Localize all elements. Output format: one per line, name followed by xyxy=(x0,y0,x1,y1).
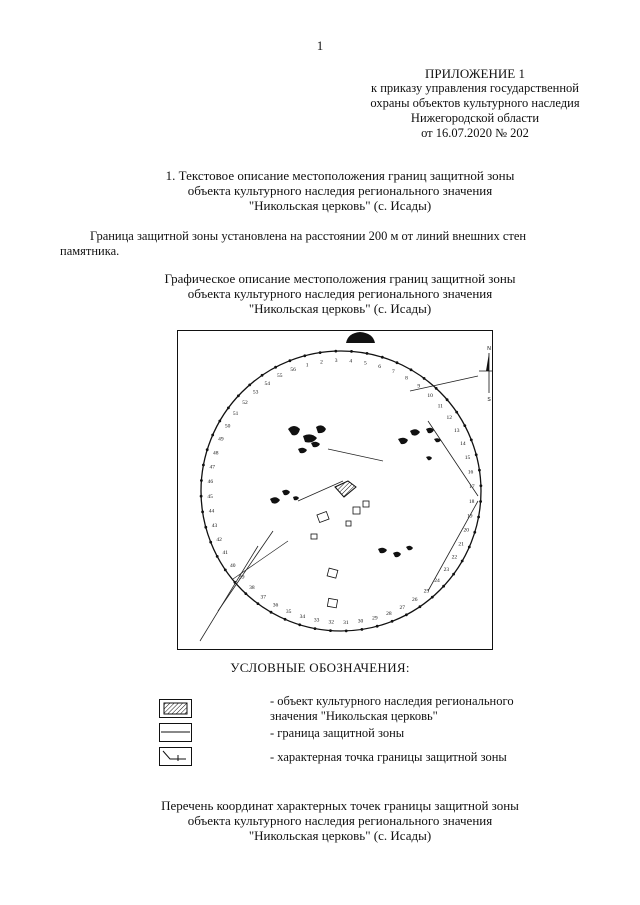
road-line xyxy=(233,541,288,579)
road-line xyxy=(428,421,478,496)
boundary-point-label: 38 xyxy=(249,585,255,591)
boundary-point-label: 14 xyxy=(460,441,466,448)
boundary-point xyxy=(468,546,471,549)
boundary-point-label: 43 xyxy=(211,522,218,529)
boundary-point xyxy=(350,350,353,353)
boundary-point-label: 48 xyxy=(213,450,219,457)
boundary-point xyxy=(218,420,221,423)
boundary-point-label: 7 xyxy=(392,368,395,375)
boundary-point-label: 32 xyxy=(328,619,334,626)
boundary-point-label: 6 xyxy=(378,363,381,370)
boundary-point xyxy=(206,448,209,451)
boundary-point xyxy=(452,573,455,576)
boundary-point xyxy=(480,484,483,487)
boundary-point-label: 51 xyxy=(232,411,239,418)
boundary-point xyxy=(257,602,260,605)
road-line xyxy=(298,481,343,501)
boundary-point-label: 35 xyxy=(285,609,292,616)
boundary-point-label: 55 xyxy=(277,373,283,380)
boundary-point xyxy=(298,623,301,626)
paragraph-line-2: памятника. xyxy=(60,244,120,258)
appendix-heading: ПРИЛОЖЕНИЕ 1 xyxy=(425,66,525,81)
boundary-point xyxy=(361,628,364,631)
section-1-line-1: 1. Текстовое описание местоположения границ защитной зоны xyxy=(165,168,515,183)
top-dark-mark xyxy=(346,332,375,343)
boundary-point xyxy=(463,424,466,427)
boundary-point-label: 42 xyxy=(216,536,222,543)
coords-line-3: "Никольская церковь" (с. Исады) xyxy=(248,828,432,843)
boundary-point xyxy=(270,611,273,614)
appendix-header xyxy=(330,66,620,141)
graphic-line-1: Графическое описание местоположения границ защитной зоны xyxy=(164,271,516,286)
boundary-point-label: 16 xyxy=(467,469,474,476)
boundary-point xyxy=(284,618,287,621)
boundary-point xyxy=(470,439,473,442)
boundary-point xyxy=(446,398,449,401)
boundary-point-label: 26 xyxy=(412,597,418,604)
boundary-point-label: 40 xyxy=(230,562,236,569)
boundary-point-label: 46 xyxy=(207,479,214,486)
boundary-point-label: 50 xyxy=(224,423,231,430)
boundary-point-label: 49 xyxy=(218,436,224,443)
legend-item-heritage xyxy=(270,694,514,724)
boundary-point-label: 20 xyxy=(463,527,469,534)
boundary-point-label: 25 xyxy=(423,588,430,595)
page-number: 1 xyxy=(316,38,324,53)
boundary-point-label: 44 xyxy=(208,508,215,515)
boundary-point xyxy=(202,464,205,467)
boundary-point xyxy=(391,620,394,623)
graphic-line-3: "Никольская церковь" (с. Исады) xyxy=(248,301,432,316)
boundary-point xyxy=(200,495,203,498)
boundary-point xyxy=(461,560,464,563)
section-1-line-3: "Никольская церковь" (с. Исады) xyxy=(248,198,432,213)
legend-heritage-swatch xyxy=(159,699,192,718)
appendix-line-3: Нижегородской области xyxy=(410,111,540,125)
section-1-title xyxy=(60,168,620,213)
coords-line-1: Перечень координат характерных точек границы защитной зоны xyxy=(161,798,519,813)
boundary-point-label: 52 xyxy=(242,399,248,406)
boundary-point-label: 47 xyxy=(209,464,216,471)
boundary-point xyxy=(435,387,438,390)
boundary-point xyxy=(289,359,292,362)
boundary-point-label: 9 xyxy=(417,383,421,390)
boundary-point xyxy=(455,411,458,414)
boundary-point xyxy=(211,434,214,437)
boundary-point xyxy=(381,356,384,359)
boundary-point-label: 37 xyxy=(260,594,266,601)
boundary-point xyxy=(475,453,478,456)
boundary-point xyxy=(237,394,240,397)
boundary-point xyxy=(274,366,277,369)
boundary-point xyxy=(209,541,212,544)
boundary-line-icon xyxy=(160,724,191,741)
paragraph-line-1: Граница защитной зоны установлена на расстоянии 200 м от линий внешних стен xyxy=(90,229,527,243)
boundary-point-label: 31 xyxy=(343,619,349,626)
boundary-point-label: 4 xyxy=(349,358,353,365)
legend-item-point: - характерная точка границы защитной зоны xyxy=(270,750,507,764)
road-line xyxy=(200,546,258,641)
boundary-point-label: 2 xyxy=(320,359,323,366)
boundary-point-label: 12 xyxy=(446,415,452,422)
boundary-point xyxy=(227,407,230,410)
boundary-point xyxy=(244,592,247,595)
boundary-point-label: 30 xyxy=(357,618,364,625)
boundary-point-label: 53 xyxy=(252,389,259,396)
boundary-point xyxy=(366,352,369,355)
boundary-point-label: 15 xyxy=(464,455,471,462)
boundary-point-label: 17 xyxy=(469,484,475,491)
compass-icon xyxy=(479,346,493,403)
boundary-point-label: 21 xyxy=(458,541,464,548)
boundary-point xyxy=(248,384,251,387)
boundary-point xyxy=(405,613,408,616)
appendix-line-4: от 16.07.2020 № 202 xyxy=(421,126,529,140)
legend-boundary-swatch xyxy=(159,723,192,742)
boundary-point-label: 54 xyxy=(264,380,270,387)
boundary-point xyxy=(376,625,379,628)
boundary-point-label: 13 xyxy=(454,427,460,434)
boundary-point xyxy=(334,350,337,353)
boundary-point-label: 1 xyxy=(305,362,309,369)
graphic-title xyxy=(60,271,620,316)
coordinates-list-title xyxy=(60,798,620,843)
boundary-point-label: 10 xyxy=(427,393,433,399)
boundary-point-label: 34 xyxy=(299,614,306,621)
boundary-point xyxy=(396,361,399,364)
boundary-point xyxy=(261,374,264,377)
boundary-point-label: 19 xyxy=(466,513,473,520)
vegetation-patches xyxy=(270,425,441,557)
boundary-point xyxy=(431,596,434,599)
boundary-point-label: 56 xyxy=(290,367,296,374)
section-1-line-2: объекта культурного наследия регионального значения xyxy=(187,183,493,198)
boundary-paragraph xyxy=(60,229,610,259)
boundary-point-icon xyxy=(160,748,191,765)
hatch-swatch-icon xyxy=(160,700,191,717)
boundary-point xyxy=(200,479,203,482)
legend-point-swatch xyxy=(159,747,192,766)
boundary-point-label: 18 xyxy=(468,498,475,505)
boundary-point xyxy=(410,368,413,371)
boundary-point xyxy=(442,585,445,588)
legend-item-1-line-1: - объект культурного наследия регионального xyxy=(270,694,514,708)
boundary-point-label: 39 xyxy=(238,574,245,581)
building-outlines xyxy=(311,501,369,608)
boundary-point xyxy=(314,627,317,630)
coords-line-2: объекта культурного наследия регионального значения xyxy=(187,813,493,828)
boundary-point-label: 11 xyxy=(437,403,443,410)
road-line xyxy=(428,498,478,591)
protection-zone-map xyxy=(177,330,493,650)
boundary-point xyxy=(477,516,480,519)
boundary-point xyxy=(473,531,476,534)
appendix-line-2: охраны объектов культурного наследия xyxy=(370,96,580,110)
boundary-point-label: 28 xyxy=(386,610,392,617)
graphic-line-2: объекта культурного наследия регионального значения xyxy=(187,286,493,301)
boundary-point-label: 3 xyxy=(334,358,338,365)
boundary-point xyxy=(319,351,322,354)
boundary-point-label: 24 xyxy=(434,578,440,585)
boundary-point-label: 36 xyxy=(272,602,279,609)
compass-north: N xyxy=(487,346,491,352)
legend-item-boundary: - граница защитной зоны xyxy=(270,726,405,740)
boundary-point xyxy=(201,511,204,514)
boundary-point-label: 27 xyxy=(399,604,405,611)
road-line xyxy=(328,449,383,461)
boundary-point-label: 5 xyxy=(364,360,367,367)
road-line xyxy=(410,376,478,391)
boundary-point xyxy=(216,555,219,558)
boundary-point xyxy=(303,354,306,357)
boundary-point-label: 22 xyxy=(451,554,458,561)
boundary-point-label: 33 xyxy=(313,617,320,624)
boundary-point-label: 41 xyxy=(222,550,228,557)
boundary-point xyxy=(478,469,481,472)
legend-title: УСЛОВНЫЕ ОБОЗНАЧЕНИЯ: xyxy=(230,660,410,675)
boundary-point xyxy=(479,500,482,503)
boundary-point xyxy=(345,630,348,633)
map-svg xyxy=(178,331,493,650)
boundary-point-label: 8 xyxy=(405,375,408,382)
boundary-point xyxy=(204,526,207,529)
legend-item-1-line-2: значения "Никольская церковь" xyxy=(270,709,438,723)
boundary-point xyxy=(423,377,426,380)
compass-south: S xyxy=(487,397,491,403)
boundary-point xyxy=(329,629,332,632)
boundary-point-label: 29 xyxy=(372,615,378,622)
appendix-line-1: к приказу управления государственной xyxy=(371,81,579,95)
boundary-point xyxy=(224,569,227,572)
boundary-point xyxy=(419,605,422,608)
boundary-point-label: 23 xyxy=(443,566,450,573)
boundary-point-label: 45 xyxy=(207,493,213,500)
